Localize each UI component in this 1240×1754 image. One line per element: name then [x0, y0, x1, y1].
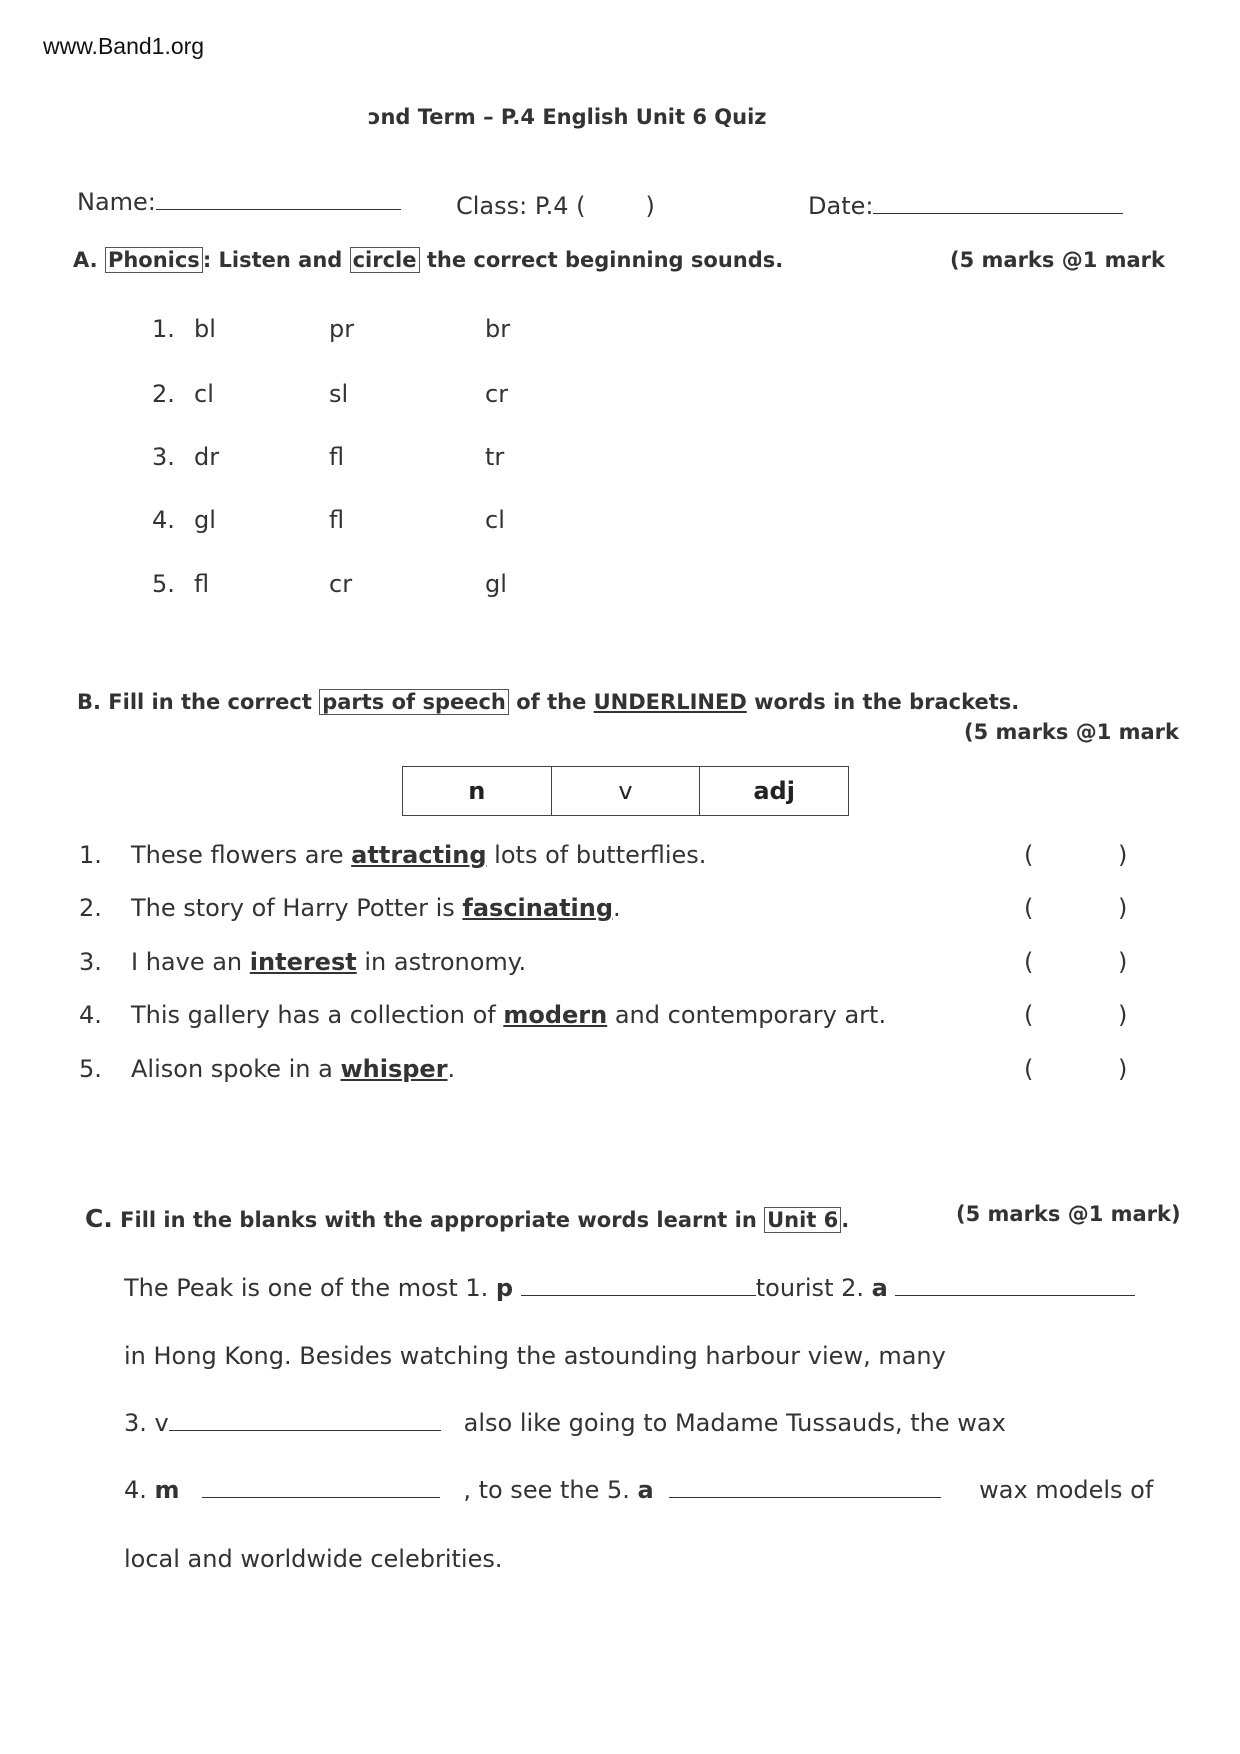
- phonics-option[interactable]: sl: [329, 380, 349, 408]
- answer-bracket-close: ): [1118, 1001, 1128, 1029]
- item-sentence: The story of Harry Potter is fascinating.: [131, 894, 621, 922]
- blank-2[interactable]: [895, 1294, 1135, 1296]
- section-a-marks: (5 marks @1 mark: [950, 248, 1166, 272]
- phonics-row-number: 4.: [152, 506, 175, 534]
- answer-bracket-open[interactable]: (: [1024, 948, 1034, 976]
- item-number: 5.: [79, 1055, 102, 1083]
- date-field[interactable]: [808, 192, 1123, 220]
- underlined-word: modern: [503, 1001, 608, 1029]
- website-label: www.Band1.org: [43, 33, 205, 59]
- blank-4[interactable]: [202, 1496, 440, 1498]
- phonics-option[interactable]: fl: [194, 570, 210, 598]
- passage-line-2: in Hong Kong. Besides watching the astounding harbour view, many: [124, 1342, 946, 1370]
- section-c-heading: C. Fill in the blanks with the appropriate words learnt in Unit 6 .: [85, 1204, 850, 1233]
- class-close: ): [645, 192, 655, 220]
- section-a-heading: A. Phonics : Listen and circle the correct beginning sounds.: [73, 248, 784, 272]
- item-number: 4.: [79, 1001, 102, 1029]
- item-sentence: Alison spoke in a whisper.: [131, 1055, 456, 1083]
- answer-bracket-close: ): [1118, 1055, 1128, 1083]
- phonics-row-number: 5.: [152, 570, 175, 598]
- phonics-option[interactable]: pr: [329, 315, 355, 343]
- phonics-option[interactable]: cl: [485, 506, 505, 534]
- item-number: 1.: [79, 841, 102, 869]
- phonics-option[interactable]: cr: [329, 570, 353, 598]
- phonics-option[interactable]: fl: [329, 443, 345, 471]
- name-label: Name:: [77, 188, 156, 216]
- page-title: ɔnd Term – P.4 English Unit 6 Quiz: [368, 105, 767, 129]
- pos-adj: adj: [700, 767, 849, 816]
- answer-bracket-open[interactable]: (: [1024, 841, 1034, 869]
- phonics-option[interactable]: cl: [194, 380, 214, 408]
- phonics-option[interactable]: cr: [485, 380, 509, 408]
- phonics-option[interactable]: gl: [194, 506, 216, 534]
- item-number: 3.: [79, 948, 102, 976]
- blank-3[interactable]: [169, 1429, 441, 1431]
- answer-bracket-open[interactable]: (: [1024, 894, 1034, 922]
- passage-line-4: 4. m , to see the 5. a wax models of: [124, 1476, 1154, 1504]
- phonics-option[interactable]: bl: [194, 315, 216, 343]
- underlined-word: interest: [249, 948, 357, 976]
- section-b-heading: B. Fill in the correct parts of speech of the UNDERLINED words in the brackets.: [77, 690, 1020, 714]
- parts-of-speech-table: [402, 766, 849, 816]
- phonics-box: Phonics: [105, 247, 203, 273]
- section-b-marks: (5 marks @1 mark: [964, 720, 1180, 744]
- blank-1[interactable]: [521, 1294, 756, 1296]
- class-field[interactable]: [456, 192, 655, 220]
- phonics-row-number: 2.: [152, 380, 175, 408]
- phonics-option[interactable]: gl: [485, 570, 507, 598]
- phonics-option[interactable]: dr: [194, 443, 220, 471]
- item-number: 2.: [79, 894, 102, 922]
- answer-bracket-open[interactable]: (: [1024, 1055, 1034, 1083]
- phonics-option[interactable]: tr: [485, 443, 505, 471]
- section-c-marks: (5 marks @1 mark): [956, 1202, 1181, 1226]
- circle-box: circle: [350, 247, 420, 273]
- pos-n: n: [403, 767, 552, 816]
- underlined-word: whisper: [340, 1055, 448, 1083]
- item-sentence: I have an interest in astronomy.: [131, 948, 527, 976]
- passage-line-5: local and worldwide celebrities.: [124, 1545, 503, 1573]
- underlined-word: attracting: [351, 841, 487, 869]
- phonics-option[interactable]: br: [485, 315, 511, 343]
- answer-bracket-close: ): [1118, 841, 1128, 869]
- answer-bracket-close: ): [1118, 948, 1128, 976]
- phonics-option[interactable]: fl: [329, 506, 345, 534]
- underlined-word: fascinating: [462, 894, 614, 922]
- name-field[interactable]: [77, 188, 401, 216]
- passage-line-3: 3. v also like going to Madame Tussauds, the wax: [124, 1409, 1006, 1437]
- answer-bracket-close: ): [1118, 894, 1128, 922]
- item-sentence: This gallery has a collection of modern and contemporary art.: [131, 1001, 887, 1029]
- passage-line-1: The Peak is one of the most 1. p tourist 2. a: [124, 1274, 1135, 1302]
- item-sentence: These flowers are attracting lots of butterflies.: [131, 841, 707, 869]
- answer-bracket-open[interactable]: (: [1024, 1001, 1034, 1029]
- class-label: Class: P.4 (: [456, 192, 586, 220]
- phonics-row-number: 3.: [152, 443, 175, 471]
- pos-v: v: [551, 767, 700, 816]
- phonics-row-number: 1.: [152, 315, 175, 343]
- date-label: Date:: [808, 192, 874, 220]
- blank-5[interactable]: [669, 1496, 941, 1498]
